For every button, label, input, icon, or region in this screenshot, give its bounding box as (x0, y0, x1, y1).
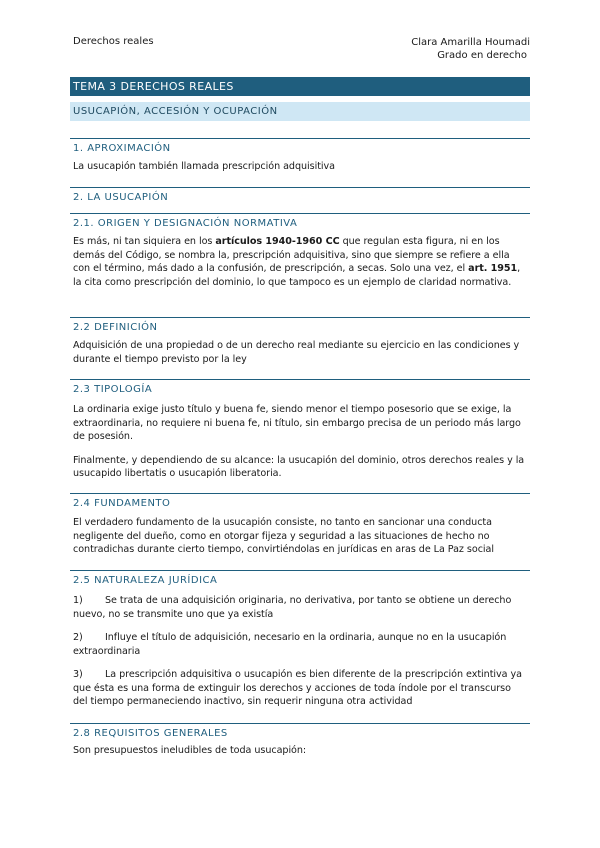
topic-title: TEMA 3 DERECHOS REALES (70, 77, 530, 96)
topic-subtitle: USUCAPIÓN, ACCESIÓN Y OCUPACIÓN (70, 102, 530, 121)
section-divider (70, 138, 530, 139)
section-origen (70, 213, 530, 289)
section-heading: 2.2 DEFINICIÓN (73, 322, 158, 333)
section-heading: 2.5 NATURALEZA JURÍDICA (73, 575, 218, 586)
section-heading: 2.8 REQUISITOS GENERALES (73, 728, 228, 739)
article-reference: artículos 1940-1960 CC (215, 236, 340, 247)
list-item: 3) La prescripción adquisitiva o usucapión es bien diferente de la prescripción extintiva ya que ésta es una forma de extinguir los derechos y acciones de toda índole por el transcurso del tiempo permaneciendo inactivo, sin requerir ninguna otra actividad (73, 669, 522, 707)
header-author-block (411, 36, 530, 62)
section-divider (70, 570, 530, 571)
list-item: 2) Influye el título de adquisición, necesario en la ordinaria, aunque no en la usucapión extraordinaria (73, 632, 507, 657)
section-divider (70, 723, 530, 724)
section-text: Son presupuestos ineludibles de toda usucapión: (73, 745, 307, 756)
section-heading: 2. LA USUCAPIÓN (73, 192, 169, 203)
section-divider (70, 317, 530, 318)
article-reference: art. 1951 (468, 263, 518, 274)
section-text: Adquisición de una propiedad o de un derecho real mediante su ejercicio en las condiciones y durante el tiempo previsto por la ley (73, 340, 520, 365)
section-heading: 2.1. ORIGEN Y DESIGNACIÓN NORMATIVA (73, 218, 298, 229)
section-usucapion (70, 187, 530, 204)
section-text: La usucapión también llamada prescripción adquisitiva (73, 161, 336, 172)
section-text: El verdadero fundamento de la usucapión consiste, no tanto en sancionar una conducta negligente del dueño, como en otorgar fijeza y seguridad a las situaciones de hecho no contradichas durante cierto tiempo, convirtiéndolas en jurídicas en aras de La Paz social (73, 517, 494, 555)
section-definicion (70, 317, 530, 366)
section-requisitos (70, 723, 530, 758)
section-aproximacion (70, 138, 530, 174)
section-fundamento (70, 493, 530, 557)
list-item: 1) Se trata de una adquisición originaria, no derivativa, por tanto se obtiene un derecho nuevo, no se transmite uno que ya existía (73, 595, 512, 620)
section-divider (70, 187, 530, 188)
section-heading: 2.3 TIPOLOGÍA (73, 384, 153, 395)
section-divider (70, 379, 530, 380)
section-text: La ordinaria exige justo título y buena fe, siendo menor el tiempo posesorio que se exige, la extraordinaria, no requiere ni buena fe, ni título, sin embargo precisa de un periodo más largo de posesión. (73, 404, 521, 442)
section-text: Es más, ni tan siquiera en los artículos 1940-1960 CC que regulan esta figura, ni en los demás del Código, se nombra la, prescripción adquisitiva, sino que siempre se refiere a ella con el término, más dado a la confusión, de prescripción, a secas. Solo una vez, el art. 1951, la cita como prescripción del dominio, lo que tampoco es un ejemplo de claridad normativa. (73, 236, 521, 288)
section-tipologia (70, 379, 530, 481)
section-heading: 2.4 FUNDAMENTO (73, 498, 171, 509)
header-course: Derechos reales (73, 36, 154, 47)
header-degree: Grado en derecho (437, 50, 527, 61)
section-naturaleza (70, 570, 530, 709)
section-divider (70, 213, 530, 214)
section-divider (70, 493, 530, 494)
header-author: Clara Amarilla Houmadi (411, 37, 530, 48)
section-text: Finalmente, y dependiendo de su alcance: la usucapión del dominio, otros derechos reales y la usucapido libertatis o usucapión liberatoria. (73, 454, 525, 479)
section-heading: 1. APROXIMACIÓN (73, 143, 171, 154)
